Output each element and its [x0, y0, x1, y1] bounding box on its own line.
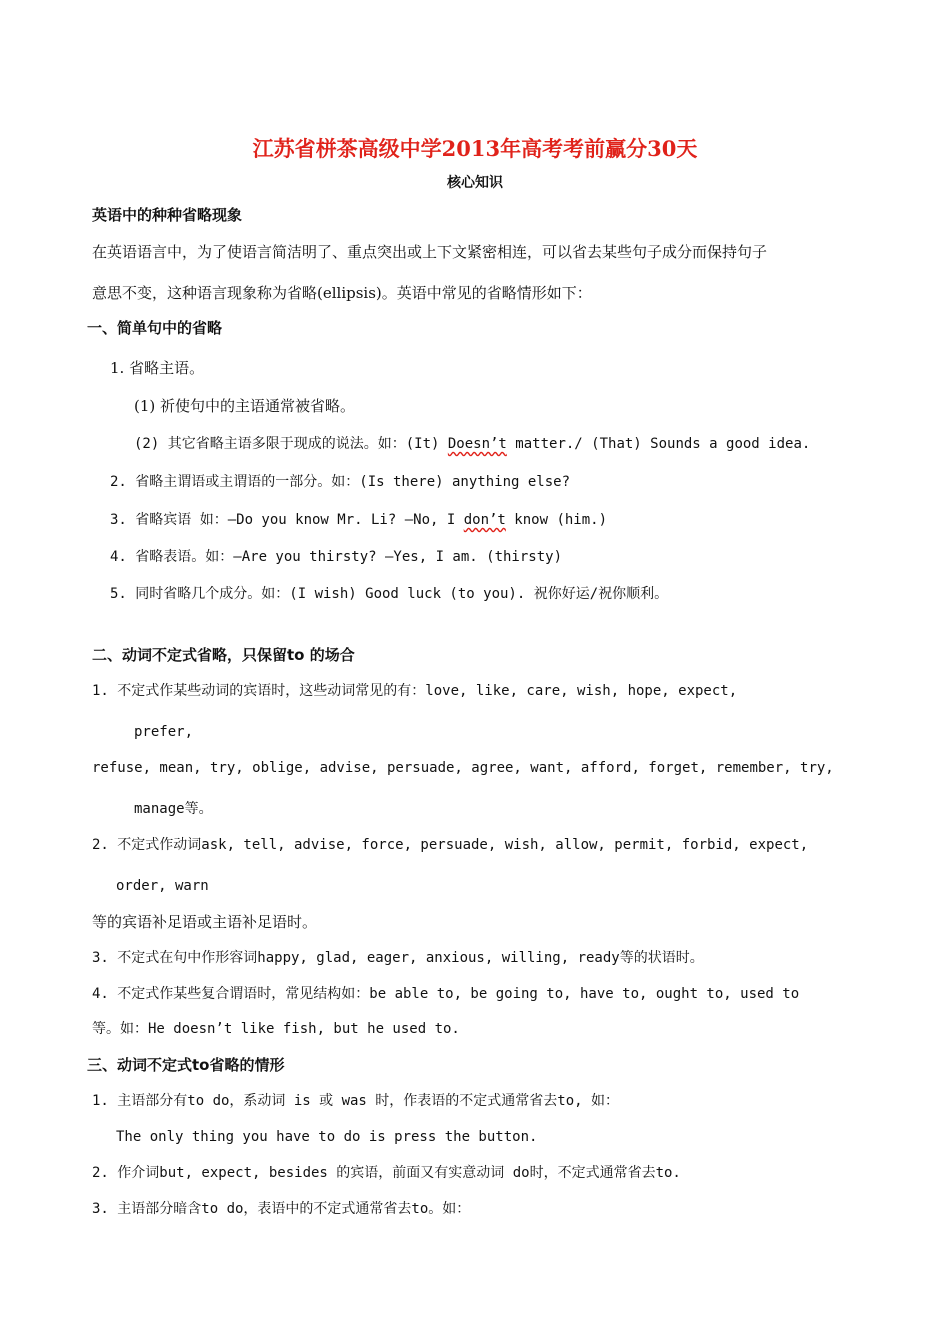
section-3-item-2: 2. 作介词but, expect, besides 的宾语，前面又有实意动词 do时，不定式通常省去to. — [92, 1165, 681, 1181]
section-2-item-4-line-2: 等。如：He doesn’t like fish, but he used to. — [92, 1021, 460, 1037]
section-2-item-1-line-4: manage等。 — [134, 801, 213, 817]
item-1b-prefix: (2) 其它省略主语多限于现成的说法。如：(It) — [134, 436, 448, 452]
section-1-item-4: 4. 省略表语。如：—Are you thirsty? —Yes, I am. (thirsty) — [110, 549, 563, 565]
document-subtitle: 核心知识 — [447, 175, 503, 191]
section-2-item-2-line-3: 等的宾语补足语或主语补足语时。 — [92, 913, 318, 931]
item-1b-suffix: matter./ (That) Sounds a good idea. — [506, 436, 811, 452]
spellcheck-word: Doesn’t — [447, 436, 507, 452]
section-3-item-3: 3. 主语部分暗含to do，表语中的不定式通常省去to。如： — [92, 1201, 471, 1217]
intro-line-1: 在英语语言中，为了使语言简洁明了、重点突出或上下文紧密相连，可以省去某些句子成分而保持句子 — [92, 243, 768, 261]
section-2-item-2-line-2: order, warn — [116, 878, 209, 894]
section-1-item-5: 5. 同时省略几个成分。如：(I wish) Good luck (to you). 祝你好运/祝你顺利。 — [110, 586, 669, 602]
document-title: 江苏省栟茶高级中学2013年高考考前赢分30天 — [252, 136, 698, 161]
section-2-item-1-line-3: refuse, mean, try, oblige, advise, persuade, agree, want, afford, forget, remember, try, — [92, 760, 834, 776]
section-1-item-2: 2. 省略主谓语或主谓语的一部分。如：(Is there) anything else? — [110, 474, 571, 490]
spellcheck-word: don’t — [463, 512, 506, 528]
section-2-heading: 二、动词不定式省略，只保留to 的场合 — [92, 646, 355, 664]
topic-heading: 英语中的种种省略现象 — [92, 206, 243, 224]
section-3-item-1-line-1: 1. 主语部分有to do，系动词 is 或 was 时，作表语的不定式通常省去to, 如： — [92, 1093, 620, 1109]
section-2-item-2-line-1: 2. 不定式作动词ask, tell, advise, force, persuade, wish, allow, permit, forbid, expect, — [92, 837, 809, 853]
section-2-item-1-line-2: prefer, — [134, 724, 194, 740]
item-3-prefix: 3. 省略宾语 如：—Do you know Mr. Li? —No, I — [110, 512, 464, 528]
section-1-item-1: 1. 省略主语。 — [110, 359, 205, 377]
section-3-heading: 三、动词不定式to省略的情形 — [87, 1056, 285, 1074]
section-1-heading: 一、简单句中的省略 — [87, 319, 223, 337]
section-2-item-1-line-1: 1. 不定式作某些动词的宾语时，这些动词常见的有：love, like, care, wish, hope, expect, — [92, 683, 738, 699]
section-3-item-1-line-2: The only thing you have to do is press the button. — [116, 1129, 538, 1145]
section-1-item-3 — [110, 510, 607, 530]
section-1-item-1b — [134, 434, 810, 454]
section-1-item-1a: (1) 祈使句中的主语通常被省略。 — [134, 397, 356, 415]
intro-line-2: 意思不变，这种语言现象称为省略(ellipsis)。英语中常见的省略情形如下： — [92, 284, 592, 302]
section-2-item-4-line-1: 4. 不定式作某些复合谓语时，常见结构如：be able to, be going to, have to, ought to, used to — [92, 986, 800, 1002]
section-2-item-3: 3. 不定式在句中作形容词happy, glad, eager, anxious, willing, ready等的状语时。 — [92, 950, 704, 966]
item-3-suffix: know (him.) — [505, 512, 608, 528]
